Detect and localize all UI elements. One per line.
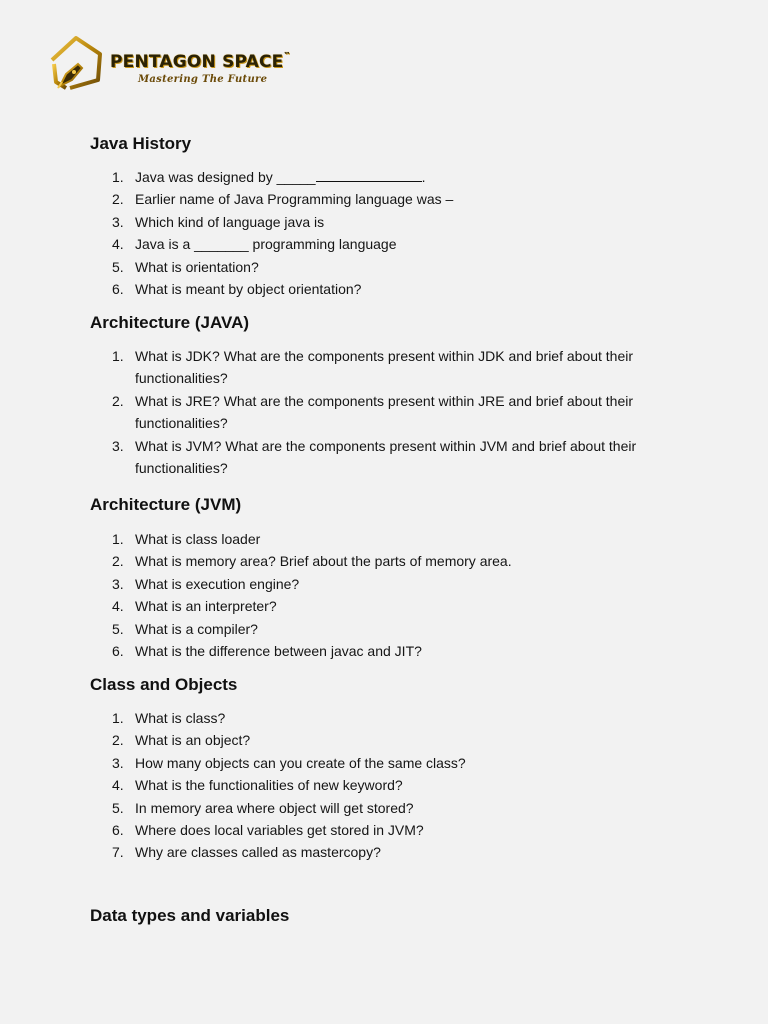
item-number: 1. [112,710,124,726]
list-item [90,595,710,617]
item-number: 7. [112,844,124,861]
item-text: What is execution engine? [135,575,300,592]
section-java-history [90,133,710,300]
list-item [90,390,690,435]
item-text: Java is a _______ programming language [135,236,397,253]
section-class-and-objects [90,674,710,864]
list-item [90,618,710,640]
list-item [90,640,710,662]
logo-tagline: Mastering The Future [138,74,268,85]
item-number: 6. [112,281,124,298]
item-number: 1. [112,169,124,185]
item-text: Earlier name of Java Programming language was – [135,191,454,208]
item-number: 2. [112,191,124,208]
item-number: 3. [112,213,124,230]
item-number: 2. [112,392,124,409]
list-item [90,841,710,863]
item-text: What is JVM? What are the components present within JVM and brief about their functionalities? [135,437,637,477]
item-text: What is an object? [135,732,251,749]
section-title: Class and Objects [90,675,238,694]
list-item [90,752,710,774]
list-item [90,278,710,300]
list-item [90,550,710,572]
list-item [90,729,710,751]
item-text: Where does local variables get stored in JVM? [135,822,424,839]
item-number: 4. [112,236,124,253]
item-number: 2. [112,732,124,749]
item-number: 5. [112,620,124,637]
item-text: How many objects can you create of the same class? [135,754,466,771]
item-text: What is the difference between javac and JIT? [135,643,422,660]
item-number: 4. [112,777,124,794]
item-text: What is meant by object orientation? [135,281,362,298]
question-list [90,707,710,864]
item-number: 6. [112,643,124,660]
item-text: Which kind of language java is [135,213,325,230]
list-item [90,573,710,595]
list-item [90,528,710,550]
list-item [90,819,710,841]
item-number: 3. [112,437,124,454]
section-title: Data types and variables [90,906,290,925]
list-item [90,774,710,796]
item-number: 1. [112,348,124,364]
item-text: What is class loader [135,531,261,547]
list-item [90,188,710,210]
list-item [90,166,710,188]
section-architecture-java [90,312,690,479]
item-text: What is JRE? What are the components present within JRE and brief about their functionalities? [135,392,634,432]
question-list [90,345,690,479]
section-data-types-and-variables [90,905,710,927]
fill-in-blank [316,169,422,182]
item-text: What is orientation? [135,258,259,275]
item-number: 6. [112,822,124,839]
item-number: 4. [112,598,124,615]
section-architecture-jvm [90,494,710,662]
list-item [90,797,710,819]
section-title: Java History [90,134,192,153]
list-item [90,345,690,390]
item-text: What is memory area? Brief about the parts of memory area. [135,553,512,570]
pentagon-space-logo [48,34,291,94]
item-number: 2. [112,553,124,570]
list-item [90,707,710,729]
item-text: Why are classes called as mastercopy? [135,844,381,861]
item-number: 1. [112,531,124,547]
item-number: 3. [112,754,124,771]
item-number: 5. [112,258,124,275]
item-text: What is JDK? What are the components present within JDK and brief about their functionalities? [135,348,634,387]
item-text: In memory area where object will get stored? [135,799,414,816]
logo-wordmark: PENTAGON SPACE™ [110,51,291,72]
house-pen-logo-icon [48,34,108,94]
list-item [90,211,710,233]
item-text: Java was designed by _____ [135,169,316,185]
item-text-end: . [421,169,426,185]
item-number: 3. [112,575,124,592]
item-text: What is class? [135,710,226,726]
list-item [90,233,710,255]
section-title: Architecture (JAVA) [90,313,250,332]
question-list [90,528,710,662]
trademark-symbol: ™ [283,51,291,59]
list-item [90,435,690,480]
item-text: What is the functionalities of new keyword? [135,777,403,794]
item-number: 5. [112,799,124,816]
item-text: What is an interpreter? [135,598,277,615]
item-text: What is a compiler? [135,620,258,637]
list-item [90,256,710,278]
question-list [90,166,710,300]
section-title: Architecture (JVM) [90,495,242,514]
